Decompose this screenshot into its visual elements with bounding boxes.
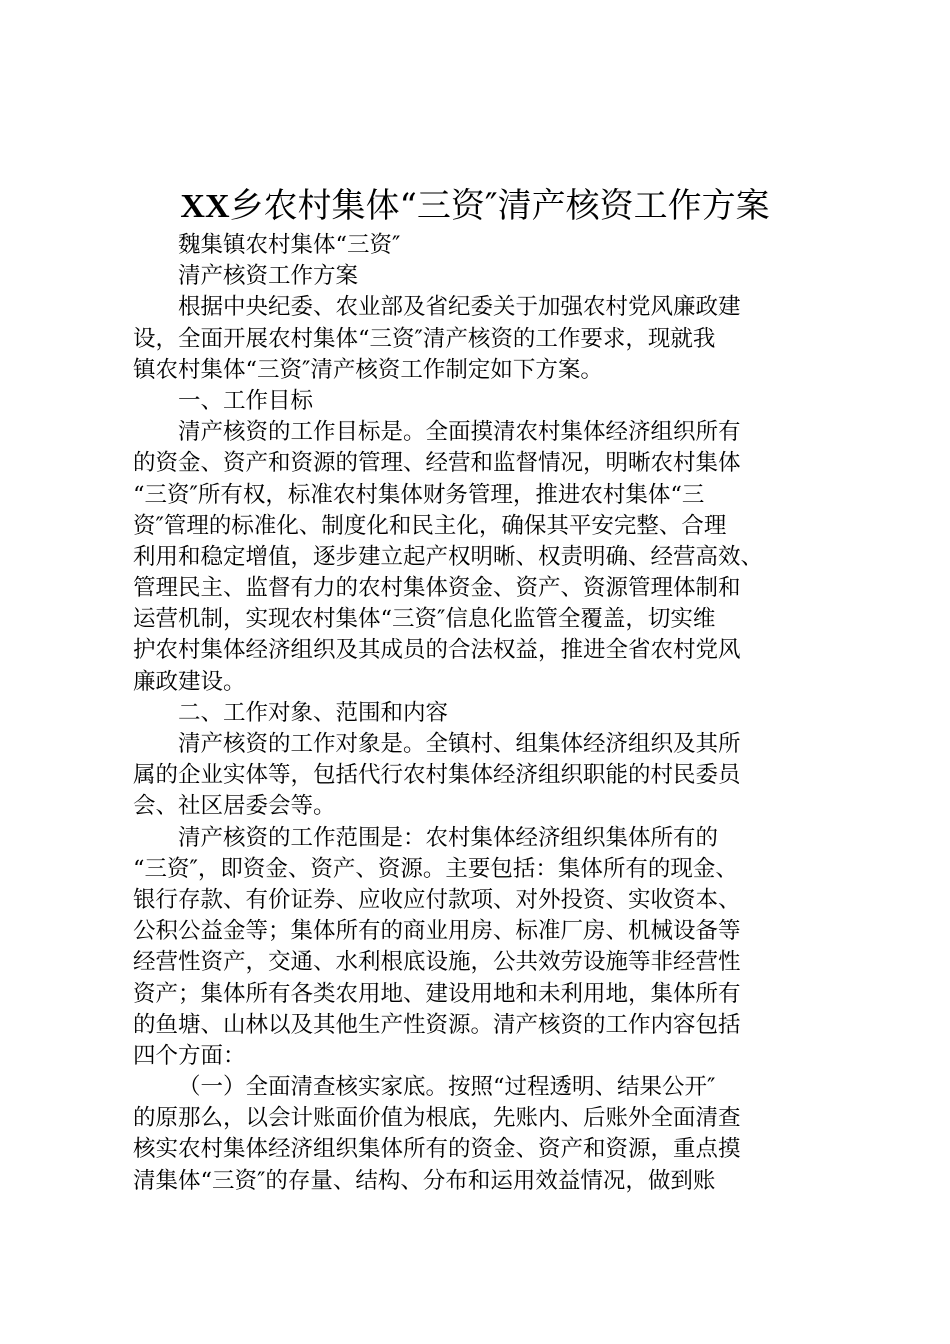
text-line: 资″管理的标准化、制度化和民主化，确保其平安完整、合理 (133, 512, 727, 539)
text-line: 清集体“三资″的存量、结构、分布和运用效益情况，做到账 (133, 1167, 716, 1194)
title-prefix: XX (180, 188, 230, 225)
text-line: 银行存款、有价证券、应收应付款项、对外投资、实收资本、 (133, 886, 741, 913)
document-body (133, 230, 819, 1197)
text-line: 二、工作对象、范围和内容 (178, 699, 449, 726)
text-line: 清产核资工作方案 (178, 263, 359, 290)
text-line: 公积公益金等；集体所有的商业用房、标准厂房、机械设备等 (133, 918, 741, 945)
title-text: 乡农村集体“三资″清产核资工作方案 (229, 186, 770, 226)
text-line: 护农村集体经济组织及其成员的合法权益，推进全省农村党风 (133, 637, 741, 664)
document-title (0, 180, 950, 233)
text-line: 廉政建设。 (133, 668, 246, 695)
text-line: “三资″，即资金、资产、资源。主要包括：集体所有的现金、 (133, 855, 738, 882)
text-line: 清产核资的工作目标是。全面摸清农村集体经济组织所有 (178, 419, 741, 446)
text-line: 核实农村集体经济组织集体所有的资金、资产和资源，重点摸 (133, 1136, 741, 1163)
text-line: 会、社区居委会等。 (133, 793, 336, 820)
text-line: 清产核资的工作对象是。全镇村、组集体经济组织及其所 (178, 731, 741, 757)
text-line: 清产核资的工作范围是：农村集体经济组织集体所有的 (178, 824, 719, 851)
text-line: 根据中央纪委、农业部及省纪委关于加强农村党风廉政建 (178, 294, 741, 321)
text-line: 设，全面开展农村集体“三资″清产核资的工作要求，现就我 (133, 325, 716, 352)
text-line: 运营机制，实现农村集体“三资″信息化监管全覆盖，切实维 (133, 606, 716, 633)
text-line: 经营性资产，交通、水利根底设施，公共效劳设施等非经营性 (133, 949, 741, 976)
text-line: 资产；集体所有各类农用地、建设用地和未利用地，集体所有 (133, 980, 741, 1007)
text-line: 镇农村集体“三资″清产核资工作制定如下方案。 (133, 356, 603, 383)
text-line: 的资金、资产和资源的管理、经营和监督情况，明晰农村集体 (133, 450, 741, 477)
text-line: “三资″所有权，标准农村集体财务管理，推进农村集体“三 (133, 481, 705, 508)
text-line: 一、工作目标 (178, 387, 314, 414)
text-line: （一）全面清查核实家底。按照“过程透明、结果公开″ (178, 1074, 716, 1101)
text-line: 的原那么，以会计账面价值为根底，先账内、后账外全面清查 (133, 1105, 741, 1132)
text-line: 属的企业实体等，包括代行农村集体经济组织职能的村民委员 (133, 762, 741, 789)
text-line: 利用和稳定增值，逐步建立起产权明晰、权责明确、经营高效、 (133, 543, 764, 570)
text-line: 的鱼塘、山林以及其他生产性资源。清产核资的工作内容包括 (133, 1011, 741, 1038)
text-line: 管理民主、监督有力的农村集体资金、资产、资源管理体制和 (133, 575, 741, 602)
text-line: 魏集镇农村集体“三资″ (178, 232, 401, 258)
text-line: 四个方面： (133, 1042, 246, 1069)
